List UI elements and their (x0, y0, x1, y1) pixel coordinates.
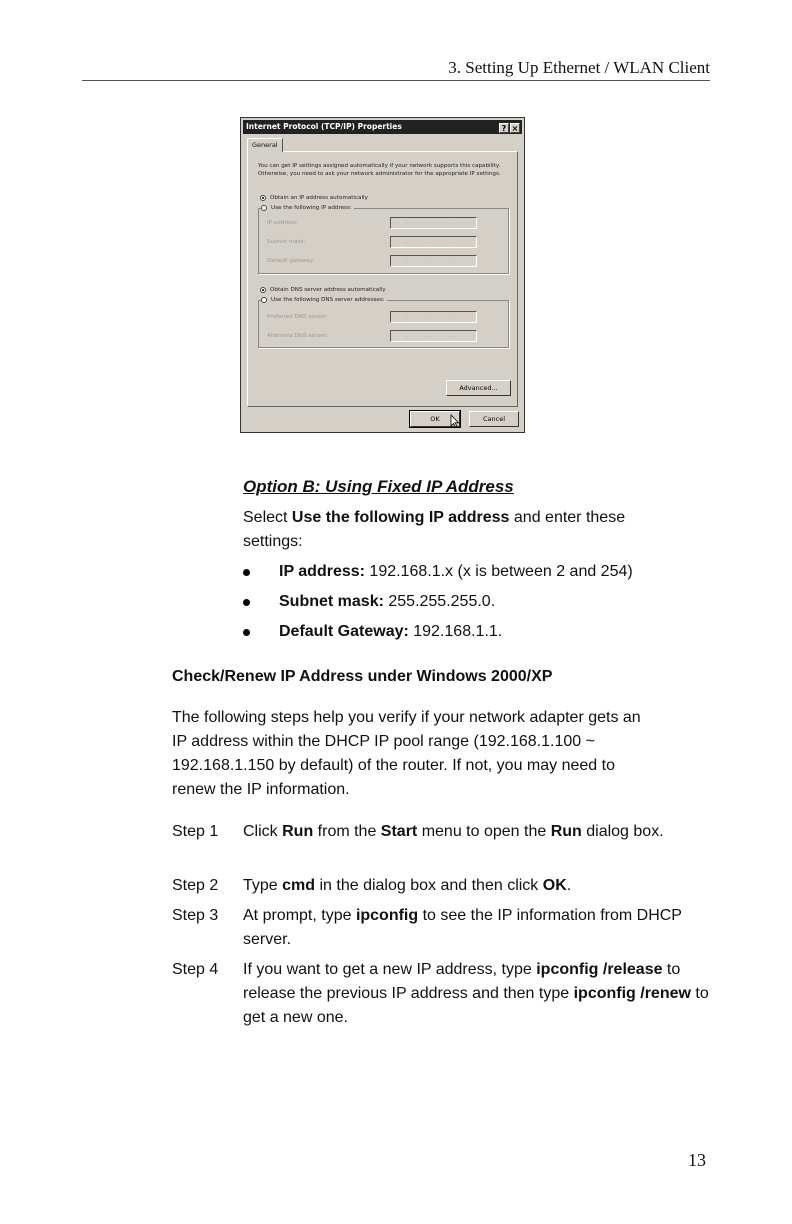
close-button[interactable]: × (511, 124, 519, 133)
radio-label: Obtain an IP address automatically (270, 195, 368, 201)
step-text: At prompt, type ipconfig to see the IP information from DHCP server. (243, 907, 682, 948)
bullet-icon (243, 569, 250, 576)
check-renew-paragraph (172, 706, 732, 802)
alternate-dns-label: Alternate DNS server: (267, 333, 328, 339)
radio-unselected-icon (261, 205, 267, 211)
radio-obtain-ip-auto[interactable] (260, 194, 368, 202)
radio-selected-icon (260, 195, 266, 201)
ok-button[interactable]: OK (410, 411, 460, 427)
section-title-check-renew: Check/Renew IP Address under Windows 2000/XP (172, 668, 553, 685)
dialog-titlebar (243, 120, 522, 134)
radio-label: Obtain DNS server address automatically (270, 287, 386, 293)
paragraph-line: IP address within the DHCP IP pool range (192.168.1.100 ~ (172, 733, 595, 750)
option-b-intro (243, 506, 713, 554)
bullet-value: 192.168.1.1. (408, 623, 503, 640)
bullet-label: IP address: (279, 563, 365, 580)
running-header (82, 58, 710, 81)
dialog-description: You can get IP settings assigned automatically if your network supports this capability. Otherwise, you need to ask your network administrator for the appropriate IP settings. (258, 163, 501, 177)
tcpip-properties-dialog (240, 117, 525, 433)
advanced-button[interactable]: Advanced... (446, 380, 511, 396)
mouse-pointer-icon (450, 414, 460, 428)
general-panel (247, 151, 518, 407)
ip-address-label: IP address: (267, 220, 298, 226)
tab-general[interactable]: General (247, 138, 283, 152)
step-number: Step 4 (172, 961, 219, 978)
subnet-mask-input[interactable]: . . . (390, 236, 477, 248)
help-button[interactable]: ? (499, 123, 509, 133)
subnet-mask-label: Subnet mask: (267, 239, 306, 245)
bullet-label: Default Gateway: (279, 623, 409, 640)
preferred-dns-input[interactable]: . . . (390, 311, 477, 323)
bullet-value: 255.255.255.0. (383, 593, 496, 610)
ip-address-group (258, 205, 509, 274)
radio-label: Use the following DNS server addresses: (271, 297, 385, 303)
radio-selected-icon (260, 287, 266, 293)
intro-line2: settings: (243, 533, 303, 550)
step-number: Step 1 (172, 823, 219, 840)
step-number: Step 2 (172, 877, 219, 894)
step-text: If you want to get a new IP address, type ipconfig /release to release the previous IP address and then type ipconfig /renew to get a new one. (243, 961, 709, 1026)
paragraph-line: renew the IP information. (172, 781, 350, 798)
bullet-icon (243, 599, 250, 606)
preferred-dns-label: Preferred DNS server: (267, 314, 328, 320)
default-gateway-input[interactable]: . . . (390, 255, 477, 267)
dns-server-group (258, 297, 509, 348)
intro-text-end: and enter these (509, 509, 626, 526)
radio-use-following-dns[interactable] (261, 296, 387, 304)
radio-use-following-ip[interactable] (261, 204, 354, 212)
step-number: Step 3 (172, 907, 219, 924)
bullet-value: 192.168.1.x (x is between 2 and 254) (364, 563, 633, 580)
ip-address-input[interactable]: . . . (390, 217, 477, 229)
option-b-title: Option B: Using Fixed IP Address (243, 477, 514, 496)
page-number: 13 (688, 1150, 706, 1170)
default-gateway-label: Default gateway: (267, 258, 315, 264)
paragraph-line: The following steps help you verify if your network adapter gets an (172, 709, 641, 726)
intro-text: Select (243, 509, 292, 526)
intro-bold: Use the following IP address (291, 509, 510, 526)
step-text: Type cmd in the dialog box and then click OK. (243, 877, 572, 894)
dialog-title: Internet Protocol (TCP/IP) Properties (246, 122, 402, 131)
cancel-button[interactable]: Cancel (469, 411, 519, 427)
step-text: Click Run from the Start menu to open the Run dialog box. (243, 823, 664, 840)
radio-label: Use the following IP address: (271, 205, 352, 211)
chapter-title: 3. Setting Up Ethernet / WLAN Client (448, 58, 710, 77)
alternate-dns-input[interactable]: . . . (390, 330, 477, 342)
radio-obtain-dns-auto[interactable] (260, 286, 386, 294)
paragraph-line: 192.168.1.150 by default) of the router. If not, you may need to (172, 757, 615, 774)
bullet-icon (243, 629, 250, 636)
radio-unselected-icon (261, 297, 267, 303)
bullet-label: Subnet mask: (279, 593, 384, 610)
